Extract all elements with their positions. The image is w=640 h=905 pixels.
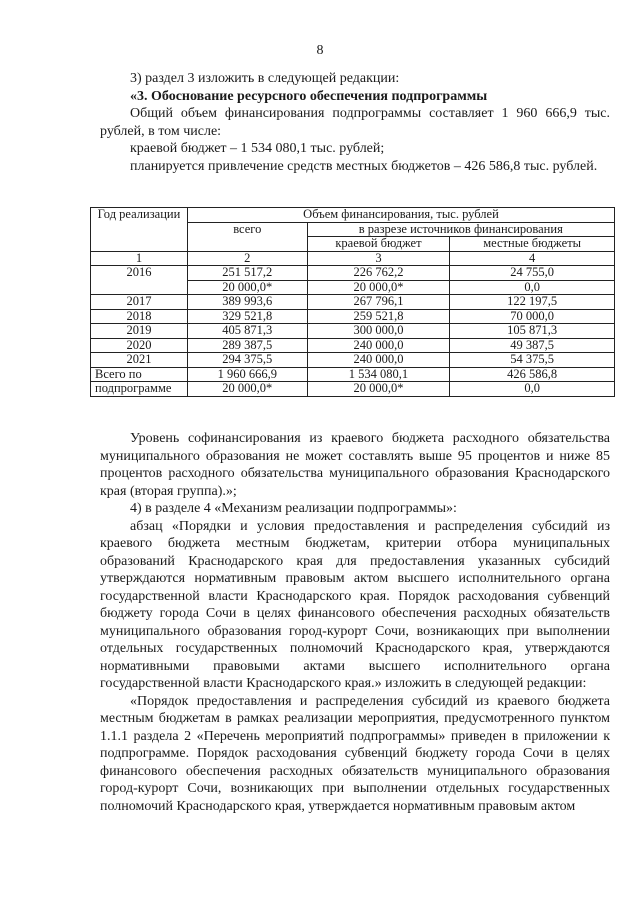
header-local: местные бюджеты (450, 237, 615, 252)
funding-table (90, 207, 615, 397)
section-heading: «3. Обоснование ресурсного обеспечения подпрограммы (130, 88, 488, 104)
header-volume: Объем финансирования, тыс. рублей (187, 208, 614, 223)
table-row (91, 266, 615, 281)
cofinancing-paragraph: Уровень софинансирования из краевого бюджета расходного обязательства муниципального образования не может составлять выше 95 процентов и ниже 85 процентов расходного обязательства муниципального образования Краснодарского края (вторая группа).»; (100, 431, 610, 499)
column-number-row (91, 251, 615, 266)
total-cell: 389 993,6 (187, 295, 307, 310)
regional-cell: 20 000,0* (307, 382, 450, 397)
column-number: 4 (450, 251, 615, 266)
total-cell: 329 521,8 (187, 309, 307, 324)
regional-cell: 226 762,2 (307, 266, 450, 281)
local-cell: 105 871,3 (450, 324, 615, 339)
header-year: Год реализации (91, 208, 188, 252)
paragraph-new-text: «Порядок предоставления и распределения субсидий из краевого бюджета местным бюджетам в рамках реализации мероприятия, предусмотренного пунктом 1.1.1 раздела 2 «Перечень мероприятий подпрограммы» приведен в приложении к подпрограмме. Порядок расходования субвенций бюджету города Сочи в целях финансового обеспечения расходных обязательств муниципального образования город-курорт Сочи, возникающих при выполнении отдельных государственных полномочий Краснодарского края, утверждается нормативным правовым актом (100, 693, 610, 814)
local-cell: 70 000,0 (450, 309, 615, 324)
year-cell: 2017 (91, 295, 188, 310)
local-budgets-line: планируется привлечение средств местных бюджетов – 426 586,8 тыс. рублей. (130, 158, 598, 174)
regional-budget-line: краевой бюджет – 1 534 080,1 тыс. рублей; (130, 141, 385, 156)
year-cell: 2020 (91, 338, 188, 353)
total-cell: 20 000,0* (187, 382, 307, 397)
header-regional: краевой бюджет (307, 237, 450, 252)
amendment-item-3: 3) раздел 3 изложить в следующей редакции: (130, 71, 400, 86)
local-cell: 122 197,5 (450, 295, 615, 310)
paragraph-old-text: абзац «Порядки и условия предоставления и распределения субсидий из краевого бюджета местным бюджетам, критерии отбора муниципальных образований Краснодарского края для предоставления указанных субсидий утверждаются нормативным правовым актом высшего исполнительного органа государственной власти Краснодарского края. Порядок расходования субвенций бюджету города Сочи в целях финансового обеспечения расходных обязательств муниципального образования город-курорт Сочи, возникающих при выполнении отдельных государственных полномочий Краснодарского края, утверждаются нормативными правовыми актами высшего исполнительного органа государственной власти Краснодарского края.» изложить в следующей редакции: (100, 518, 610, 691)
year-cell: 2021 (91, 353, 188, 368)
total-cell: 405 871,3 (187, 324, 307, 339)
regional-cell: 240 000,0 (307, 338, 450, 353)
table-row (91, 353, 615, 368)
total-cell: 294 375,5 (187, 353, 307, 368)
year-cell: 2016 (91, 266, 188, 295)
total-cell: 20 000,0* (187, 280, 307, 295)
column-number: 3 (307, 251, 450, 266)
year-cell: Всего по (91, 367, 188, 382)
header-by-source: в разрезе источников финансирования (307, 222, 614, 237)
table-row (91, 367, 615, 382)
local-cell: 0,0 (450, 280, 615, 295)
regional-cell: 259 521,8 (307, 309, 450, 324)
table-row (91, 295, 615, 310)
total-funding-paragraph: Общий объем финансирования подпрограммы составляет 1 960 666,9 тыс. рублей, в том числе: (100, 106, 610, 139)
total-cell: 251 517,2 (187, 266, 307, 281)
column-number: 2 (187, 251, 307, 266)
table-row (91, 309, 615, 324)
regional-cell: 20 000,0* (307, 280, 450, 295)
header-total: всего (187, 222, 307, 251)
table-row (91, 382, 615, 397)
year-cell: подпрограмме (91, 382, 188, 397)
regional-cell: 1 534 080,1 (307, 367, 450, 382)
column-number: 1 (91, 251, 188, 266)
regional-cell: 267 796,1 (307, 295, 450, 310)
table-header-row (91, 208, 615, 223)
regional-cell: 240 000,0 (307, 353, 450, 368)
local-cell: 49 387,5 (450, 338, 615, 353)
regional-cell: 300 000,0 (307, 324, 450, 339)
local-cell: 426 586,8 (450, 367, 615, 382)
total-cell: 289 387,5 (187, 338, 307, 353)
year-cell: 2019 (91, 324, 188, 339)
local-cell: 54 375,5 (450, 353, 615, 368)
year-cell: 2018 (91, 309, 188, 324)
table-row (91, 324, 615, 339)
total-cell: 1 960 666,9 (187, 367, 307, 382)
amendment-item-4: 4) в разделе 4 «Механизм реализации подпрограммы»: (130, 501, 457, 516)
table-row (91, 338, 615, 353)
body-block (100, 430, 610, 815)
page-number: 8 (316, 43, 324, 58)
local-cell: 24 755,0 (450, 266, 615, 281)
local-cell: 0,0 (450, 382, 615, 397)
intro-block (100, 70, 610, 175)
